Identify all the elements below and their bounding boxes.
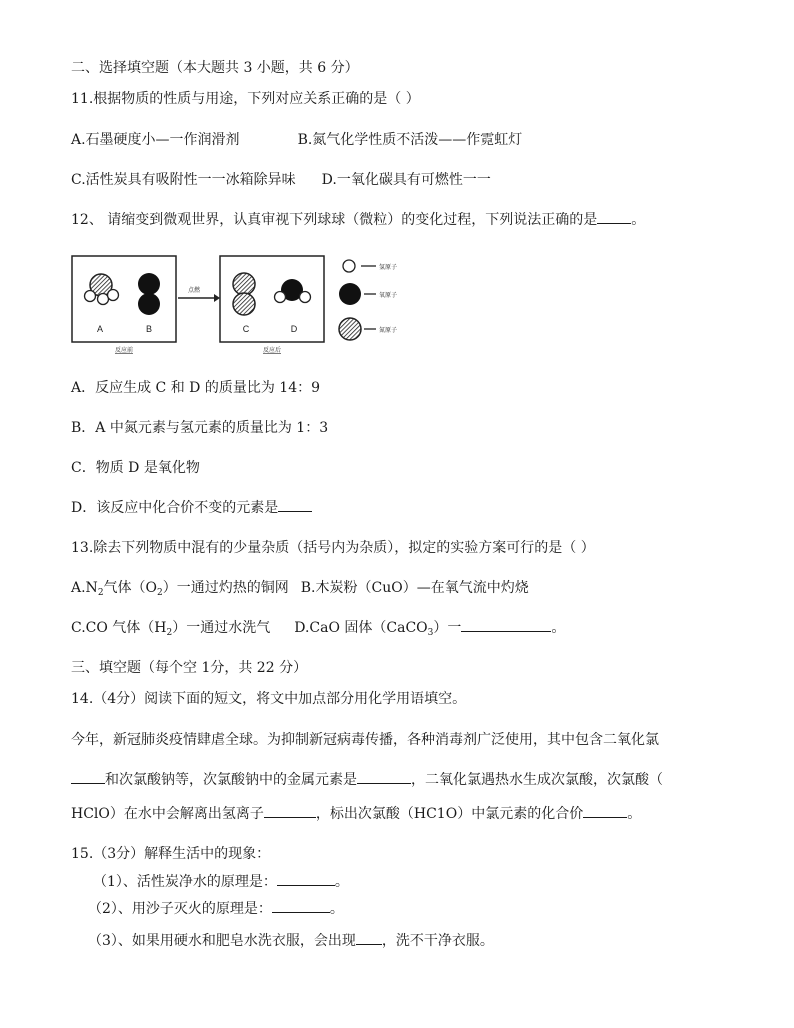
nitrogen-atom <box>233 293 255 315</box>
q13-option-a: $A.N_2$气体$(O_2)$一通过灼热的铜网 <box>71 580 289 598</box>
label-b: B <box>145 324 153 334</box>
legend <box>339 260 397 340</box>
legend-nitrogen-symbol <box>339 318 361 340</box>
q11-option-d: D.一氧化碳具有可燃性一一 <box>321 172 491 188</box>
molecule-d <box>275 279 311 303</box>
q11-options-row-1 <box>71 131 522 149</box>
q12-stem: 12、 请缩变到微观世界，认真审视下列球球（微粒）的变化过程，下列说法正确的是 。 <box>71 212 646 228</box>
q13-options-row-2 <box>71 619 565 637</box>
q15-item-2: （2）、用沙子灭火的原理是： 。 <box>88 901 344 917</box>
answer-blank[interactable] <box>278 499 312 512</box>
q13-stem: 13.除去下列物质中混有的少量杂质（括号内为杂质），拟定的实验方案可行的是（ ） <box>71 540 595 556</box>
answer-blank[interactable] <box>272 900 330 913</box>
legend-nitrogen-label: 氮原子 <box>379 328 398 334</box>
q12-option-a: A．反应生成 C 和 D 的质量比为 14：9 <box>71 380 321 396</box>
q11-options-row-2 <box>71 171 491 189</box>
q14-paragraph-line-2: 和次氯酸钠等，次氯酸钠中的金属元素是 ，二氧化氯遇热水生成次氯酸，次氯酸（ <box>71 771 663 789</box>
answer-blank[interactable] <box>583 805 627 818</box>
caption-before: 反应前 <box>114 348 134 354</box>
answer-blank[interactable] <box>356 932 382 945</box>
q14-paragraph-line-3: HClO）在水中会解离出氢离子 ，标出次氯酸（HC1O）中氯元素的化合价 。 <box>71 806 642 822</box>
q11-option-b: B.氮气化学性质不活泼——作霓虹灯 <box>297 132 523 148</box>
answer-blank[interactable] <box>461 619 551 632</box>
q15-item-1: （1）、活性炭净水的原理是： 。 <box>93 874 349 890</box>
q13-option-c: C.CO 气体$(H_2)$一通过水洗气 <box>71 620 271 638</box>
nitrogen-atom <box>233 273 255 295</box>
answer-blank[interactable] <box>264 805 316 818</box>
reaction-diagram <box>70 254 440 354</box>
label-c: C <box>242 324 250 334</box>
arrow-label: 点燃 <box>187 288 201 294</box>
q15-stem: 15.（3分）解释生活中的现象： <box>71 846 271 862</box>
label-a: A <box>96 324 104 334</box>
molecule-b <box>138 273 160 315</box>
section-3-heading: 三、填空题（每个空 1分，共 22 分） <box>71 660 308 676</box>
oxygen-atom <box>138 273 160 295</box>
oxygen-atom <box>138 293 160 315</box>
answer-blank[interactable] <box>71 771 105 784</box>
label-d: D <box>290 324 298 334</box>
q14-stem: 14.（4分）阅读下面的短文，将文中加点部分用化学用语填空。 <box>71 691 467 707</box>
legend-hydrogen-label: 氢原子 <box>379 265 398 271</box>
molecule-c <box>233 273 255 315</box>
answer-blank[interactable] <box>357 771 411 784</box>
q12-option-c: C．物质 D 是氧化物 <box>71 460 200 476</box>
hydrogen-atom <box>85 291 96 302</box>
answer-blank[interactable] <box>597 211 631 224</box>
hydrogen-atom <box>98 294 109 305</box>
q15-item-3: （3）、如果用硬水和肥皂水洗衣服，会出现 ，洗不干净衣服。 <box>88 933 494 949</box>
q11-stem: 11.根据物质的性质与用途，下列对应关系正确的是（ ） <box>71 91 420 107</box>
q14-paragraph-line-1: 今年，新冠肺炎疫情肆虐全球。为抑制新冠病毒传播，各种消毒剂广泛使用，其中包含二氧化氯 <box>71 732 659 748</box>
molecule-a <box>85 274 119 305</box>
q13-options-row-1 <box>71 579 529 597</box>
q11-option-a: A.石墨硬度小—一作润滑剂 <box>71 132 240 148</box>
legend-oxygen-label: 氧原子 <box>379 293 398 299</box>
q12-option-d: D．该反应中化合价不变的元素是 <box>71 499 312 517</box>
answer-blank[interactable] <box>277 873 335 886</box>
q13-option-d: D.CaO 固体（CaCO$_3$）一 。 <box>294 620 566 638</box>
legend-oxygen-symbol <box>339 283 361 305</box>
hydrogen-atom <box>275 292 286 303</box>
legend-hydrogen-symbol <box>343 260 355 272</box>
hydrogen-atom <box>108 290 119 301</box>
hydrogen-atom <box>300 292 311 303</box>
q11-option-c: C.活性炭具有吸附性一一冰箱除异味 <box>71 172 296 188</box>
section-2-heading: 二、选择填空题（本大题共 3 小题，共 6 分） <box>71 60 359 76</box>
caption-after: 反应后 <box>262 348 282 354</box>
arrow-head <box>214 294 220 302</box>
q12-option-b: B．A 中氮元素与氢元素的质量比为 1：3 <box>71 420 329 436</box>
q13-option-b: B.木炭粉（CuO）—在氧气流中灼烧 <box>300 580 529 596</box>
